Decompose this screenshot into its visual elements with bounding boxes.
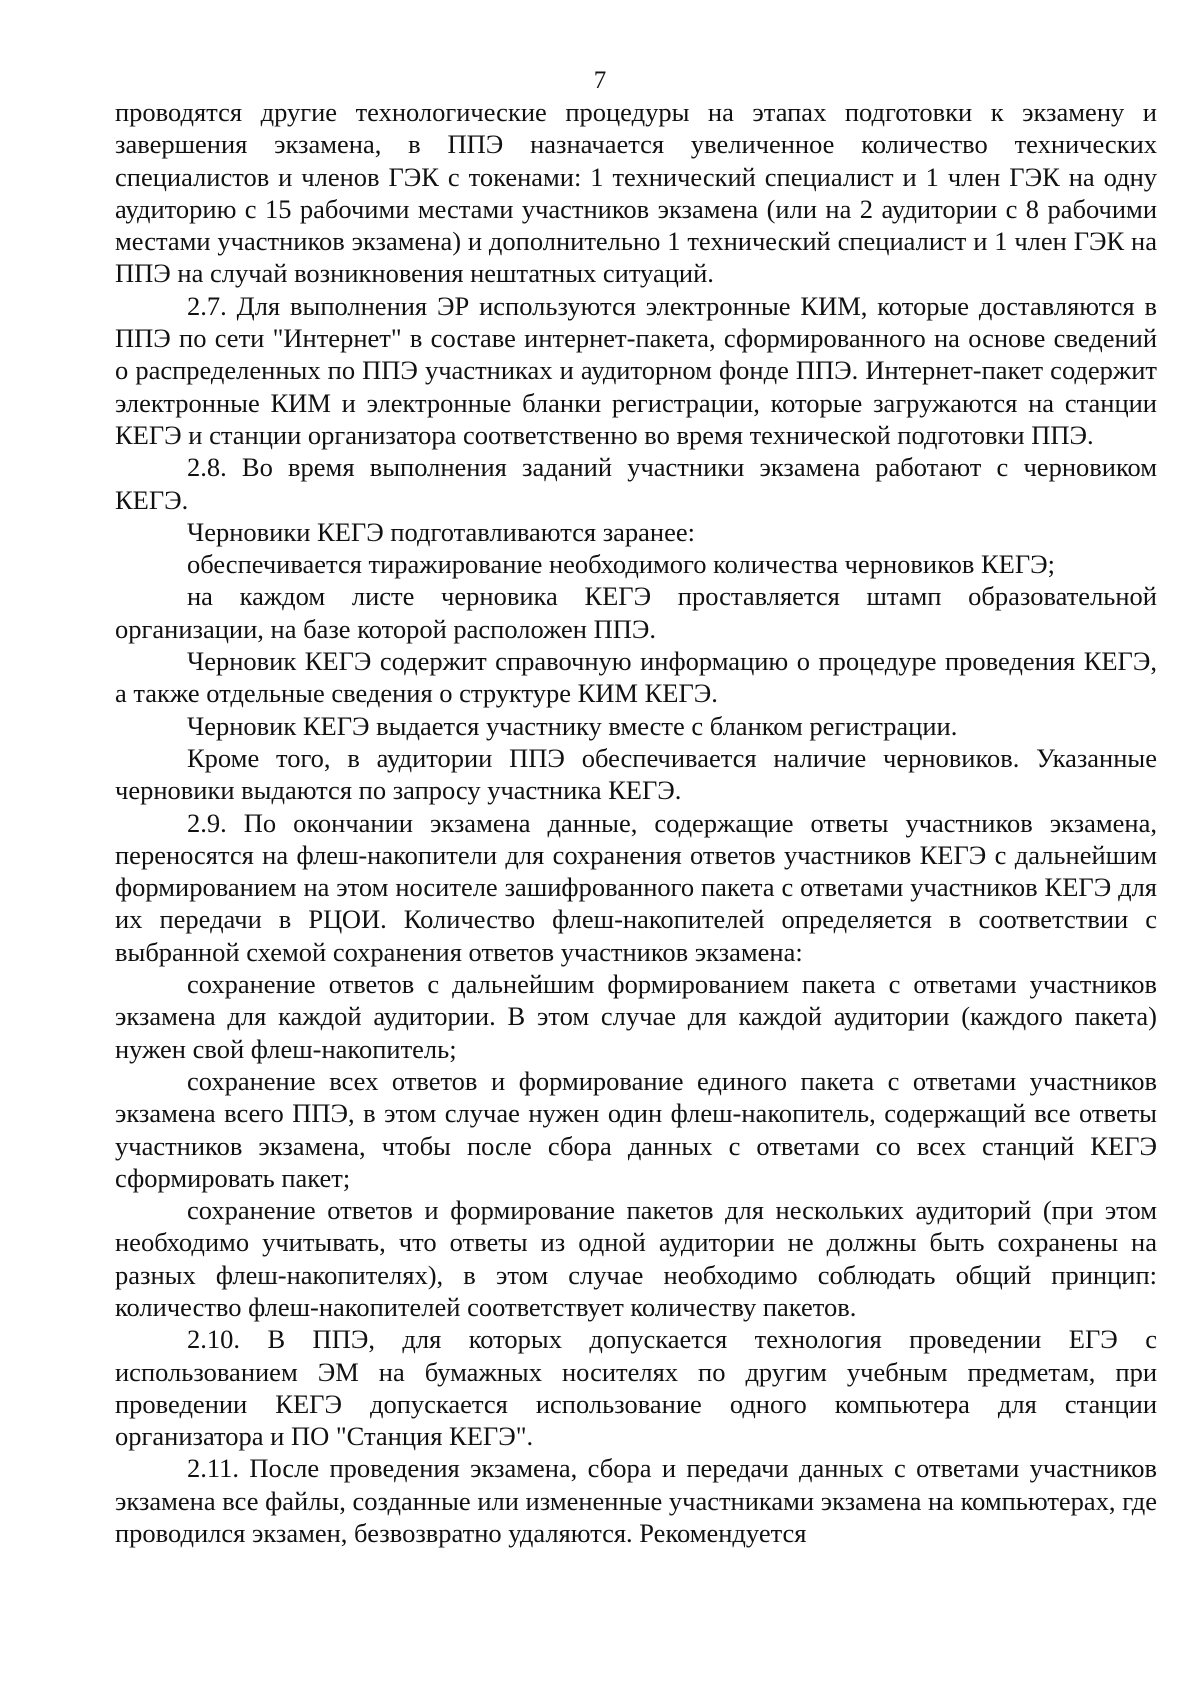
paragraph-2-10: 2.10. В ППЭ, для которых допускается технология проведении ЕГЭ с использованием ЭМ на бумажных носителях по другим учебным предметам, при проведении КЕГЭ допускается использование одного компьютера для станции организатора и ПО "Станция КЕГЭ". [115,1324,1157,1452]
paragraph-intro-continued: проводятся другие технологические процедуры на этапах подготовки к экзамену и завершения экзамена, в ППЭ назначается увеличенное количество технических специалистов и членов ГЭК с токенами: 1 технический специалист и 1 член ГЭК на одну аудиторию с 15 рабочими местами участников экзамена (или на 2 аудитории с 8 рабочими местами участников экзамена) и дополнительно 1 технический специалист и 1 член ГЭК на ППЭ на случай возникновения нештатных ситуаций. [115,97,1157,289]
paragraph-scheme-per-room: сохранение ответов с дальнейшим формированием пакета с ответами участников экзамена для каждой аудитории. В этом случае для каждой аудитории (каждого пакета) нужен свой флеш-накопитель; [115,969,1157,1064]
paragraph-scheme-multiple-rooms: сохранение ответов и формирование пакетов для нескольких аудиторий (при этом необходимо учитывать, что ответы из одной аудитории не должны быть сохранены на разных флеш-накопителях), в этом случае необходимо соблюдать общий принцип: количество флеш-накопителей соответствует количеству пакетов. [115,1195,1157,1322]
paragraph-2-8: 2.8. Во время выполнения заданий участники экзамена работают с черновиком КЕГЭ. [115,452,1157,515]
paragraph-2-7: 2.7. Для выполнения ЭР используются электронные КИМ, которые доставляются в ППЭ по сети "Интернет" в составе интернет-пакета, сформированного на основе сведений о распределенных по ППЭ участниках и аудиторном фонде ППЭ. Интернет-пакет содержит электронные КИМ и электронные бланки регистрации, которые загружаются на станции КЕГЭ и станции организатора соответственно во время технической подготовки ППЭ. [115,290,1157,450]
page-number: 7 [593,67,607,94]
paragraph-drafts-copying: обеспечивается тиражирование необходимого количества черновиков КЕГЭ; [187,549,1056,580]
paragraph-draft-contents: Черновик КЕГЭ содержит справочную информацию о процедуре проведения КЕГЭ, а также отдельные сведения о структуре КИМ КЕГЭ. [115,646,1157,709]
paragraph-extra-drafts: Кроме того, в аудитории ППЭ обеспечивается наличие черновиков. Указанные черновики выдаются по запросу участника КЕГЭ. [115,742,1157,806]
document-body [115,96,1157,1549]
paragraph-2-9: 2.9. По окончании экзамена данные, содержащие ответы участников экзамена, переносятся на флеш-накопители для сохранения ответов участников КЕГЭ с дальнейшим формированием на этом носителе зашифрованного пакета с ответами участников КЕГЭ для их передачи в РЦОИ. Количество флеш-накопителей определяется в соответствии с выбранной схемой сохранения ответов участников экзамена: [115,807,1157,967]
paragraph-2-11: 2.11. После проведения экзамена, сбора и передачи данных с ответами участников экзамена все файлы, созданные или измененные участниками экзамена на компьютерах, где проводился экзамен, безвозвратно удаляются. Рекомендуется [115,1453,1157,1549]
paragraph-scheme-single-package: сохранение всех ответов и формирование единого пакета с ответами участников экзамена всего ППЭ, в этом случае нужен один флеш-накопитель, содержащий все ответы участников экзамена, чтобы после сбора данных с ответами со всех станций КЕГЭ сформировать пакет; [115,1065,1157,1193]
paragraph-drafts-prepared: Черновики КЕГЭ подготавливаются заранее: [187,516,696,547]
paragraph-draft-issued: Черновик КЕГЭ выдается участнику вместе с бланком регистрации. [187,710,958,741]
paragraph-drafts-stamp: на каждом листе черновика КЕГЭ проставляется штамп образовательной организации, на базе которой расположен ППЭ. [115,581,1157,644]
